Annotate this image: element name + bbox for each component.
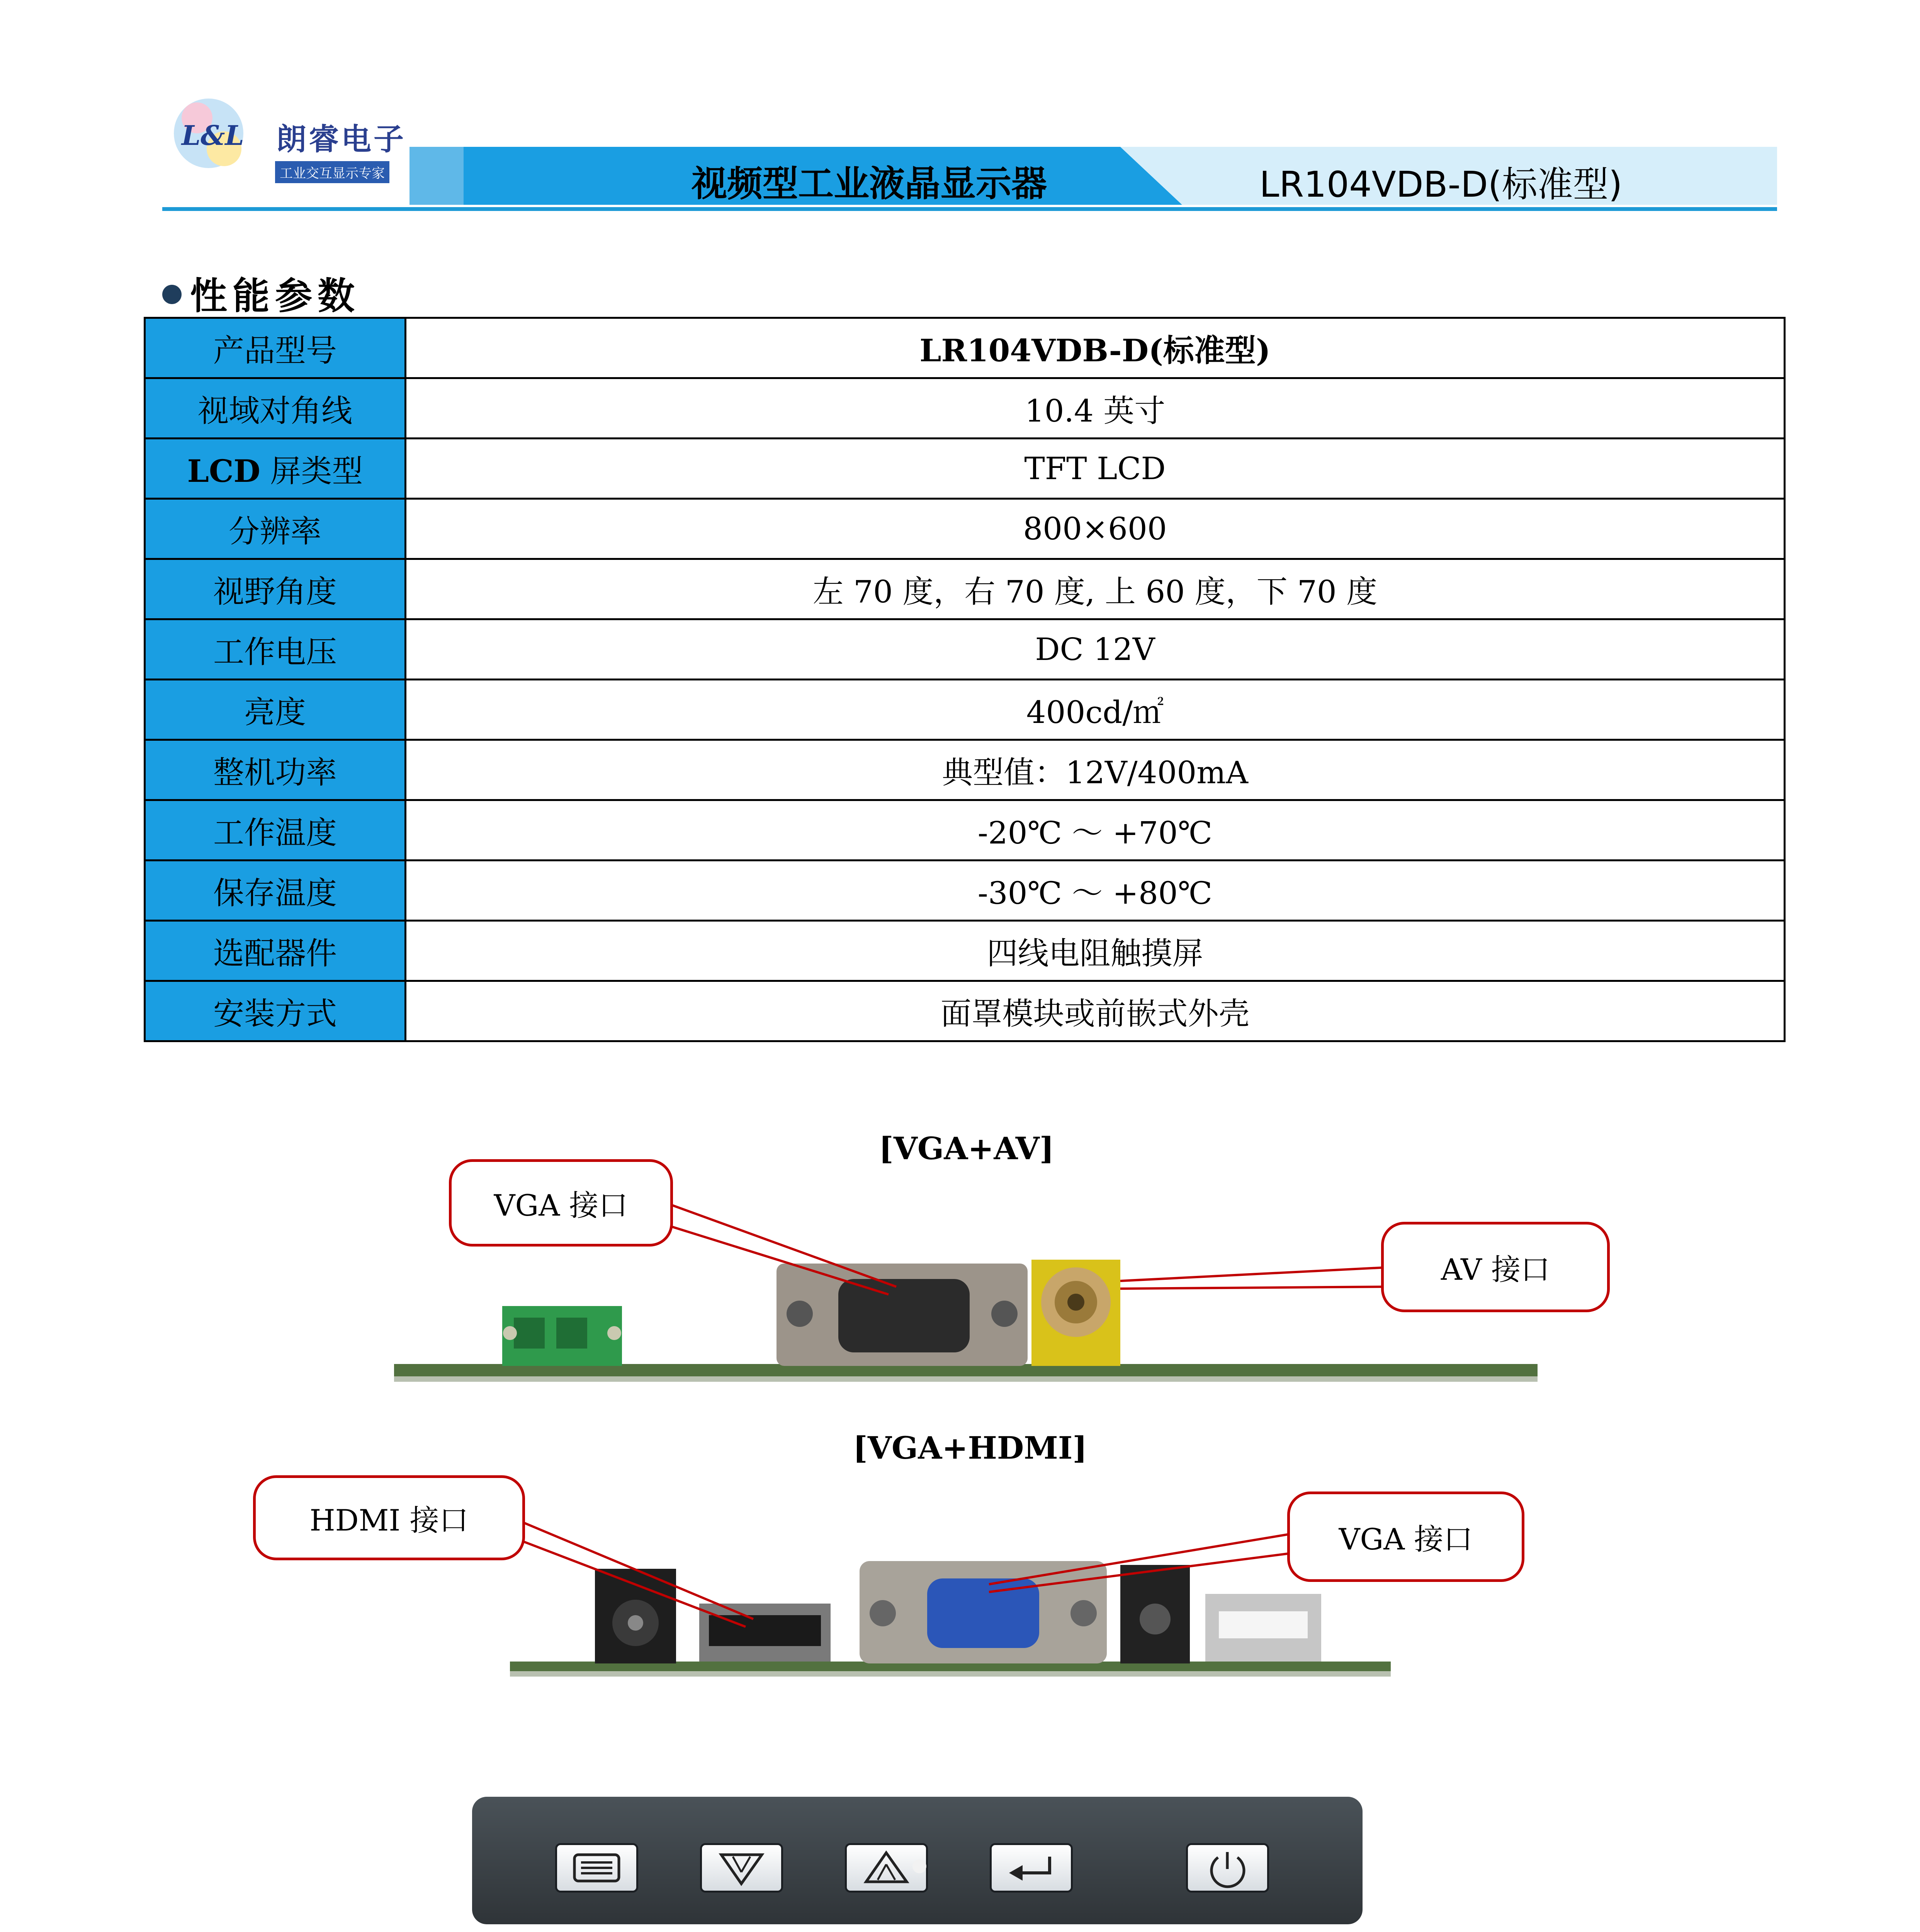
power-led xyxy=(912,1859,926,1873)
spec-label: 整机功率 xyxy=(145,740,406,800)
spec-value: 面罩模块或前嵌式外壳 xyxy=(406,981,1785,1041)
table-row xyxy=(145,921,1785,981)
enter-icon xyxy=(992,1845,1071,1891)
callout-vga-av-vga: VGA 接口 xyxy=(449,1159,673,1247)
spec-value: 左 70 度，右 70 度, 上 60 度，下 70 度 xyxy=(406,559,1785,619)
spec-label: 工作温度 xyxy=(145,800,406,861)
spec-value: -20℃ ～ +70℃ xyxy=(406,800,1785,861)
header-company-name: 朗睿电子 xyxy=(276,122,406,157)
table-row xyxy=(145,318,1785,378)
spec-value: 400cd/㎡ xyxy=(406,680,1785,740)
spec-label-bold: LCD xyxy=(187,453,260,489)
spec-label: 保存温度 xyxy=(145,861,406,921)
callout-vga-hdmi-hdmi: HDMI 接口 xyxy=(253,1475,525,1560)
header-model: LR104VDB-D(标准型) xyxy=(1259,164,1623,205)
spec-table xyxy=(144,317,1786,1042)
spec-value: 四线电阻触摸屏 xyxy=(406,921,1785,981)
spec-label: 选配器件 xyxy=(145,921,406,981)
header-divider xyxy=(162,207,1777,211)
spec-label: 工作电压 xyxy=(145,619,406,680)
enter-key[interactable] xyxy=(990,1843,1073,1893)
table-row xyxy=(145,680,1785,740)
photo-caption-vga-hdmi: [VGA+HDMI] xyxy=(853,1430,1087,1466)
spec-value: LR104VDB-D(标准型) xyxy=(406,318,1785,378)
spec-label: 视域对角线 xyxy=(145,378,406,439)
table-row xyxy=(145,619,1785,680)
menu-key[interactable] xyxy=(555,1843,638,1893)
table-row xyxy=(145,981,1785,1041)
document-title: 视频型工业液晶显示器 xyxy=(692,163,1047,204)
callout-vga-av-av: AV 接口 xyxy=(1381,1222,1610,1312)
spec-label xyxy=(145,439,406,499)
table-row xyxy=(145,861,1785,921)
spec-value: 10.4 英寸 xyxy=(406,378,1785,439)
spec-value: 典型值：12V/400mA xyxy=(406,740,1785,800)
down-icon xyxy=(702,1845,781,1891)
table-row xyxy=(145,439,1785,499)
spec-value: 800×600 xyxy=(406,499,1785,559)
spec-label: 安装方式 xyxy=(145,981,406,1041)
menu-icon xyxy=(557,1845,636,1891)
table-row xyxy=(145,559,1785,619)
osd-keypad xyxy=(472,1797,1363,1924)
table-row xyxy=(145,740,1785,800)
bullet-dot xyxy=(162,285,182,304)
down-key[interactable] xyxy=(700,1843,783,1893)
spec-value: TFT LCD xyxy=(406,439,1785,499)
spec-label: 分辨率 xyxy=(145,499,406,559)
callout-vga-hdmi-vga: VGA 接口 xyxy=(1287,1492,1524,1582)
section-title-text: 性能参数 xyxy=(190,274,360,318)
header-company-tagline: 工业交互显示专家 xyxy=(275,161,389,183)
vga-av-callout-lines xyxy=(0,1140,1920,1314)
photo-caption-vga-av: [VGA+AV] xyxy=(879,1130,1054,1167)
table-row xyxy=(145,499,1785,559)
spec-value: DC 12V xyxy=(406,619,1785,680)
power-key[interactable] xyxy=(1186,1843,1269,1893)
pcb-edge xyxy=(394,1364,1538,1378)
spec-label: 产品型号 xyxy=(145,318,406,378)
table-row xyxy=(145,800,1785,861)
logo-text: L&L xyxy=(182,119,244,151)
power-icon xyxy=(1188,1845,1267,1891)
table-row xyxy=(145,378,1785,439)
spec-value: -30℃ ～ +80℃ xyxy=(406,861,1785,921)
spec-label: 视野角度 xyxy=(145,559,406,619)
section-title xyxy=(162,267,360,320)
spec-label: 亮度 xyxy=(145,680,406,740)
spec-label-rest: 屏类型 xyxy=(260,453,363,489)
